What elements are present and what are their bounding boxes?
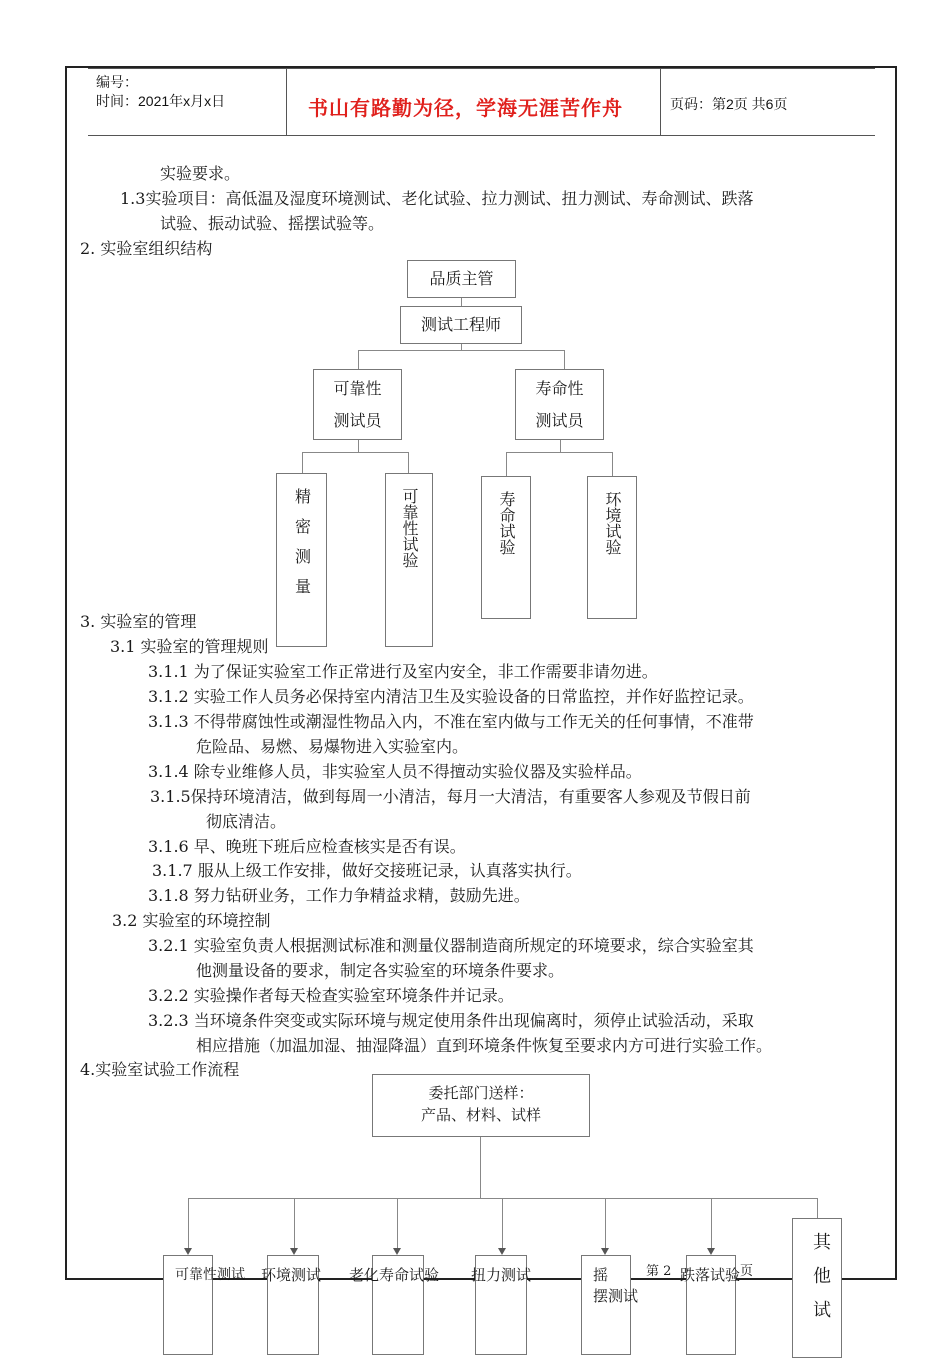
arrow-down-icon <box>290 1248 298 1255</box>
flow-sample-source-line2: 产品、材料、试样 <box>420 1107 541 1124</box>
section-2-heading: 2. 实验室组织结构 <box>80 239 213 258</box>
org-life-test-label: 寿命试验 <box>497 491 516 555</box>
arrow-down-icon <box>498 1248 506 1255</box>
org-test-engineer-label: 测试工程师 <box>420 315 501 334</box>
connector <box>408 452 409 473</box>
rule-3-2-1-line2: 他测量设备的要求，制定各实验室的环境条件要求。 <box>196 961 565 980</box>
flow-connector <box>480 1137 481 1198</box>
rule-3-1-5-line2: 彻底清洁。 <box>206 812 287 831</box>
footer-page-suffix: 页 <box>740 1264 754 1279</box>
flow-drop-test-label: 跌落试验 <box>680 1267 741 1284</box>
flow-reliability-test-label: 可靠性测试 <box>175 1267 245 1283</box>
connector <box>564 350 565 369</box>
header-divider-left <box>286 68 287 135</box>
connector <box>358 440 359 452</box>
header-motto: 书山有路勤为径，学海无涯苦作舟 <box>308 98 623 120</box>
rule-3-1-8: 3.1.8 努力钻研业务，工作力争精益求精，鼓励先进。 <box>148 886 530 905</box>
flow-sample-source <box>372 1074 590 1137</box>
rule-3-1-6: 3.1.6 早、晚班下班后应检查核实是否有误。 <box>148 837 466 856</box>
org-reliability-tester-line1: 可靠性 <box>333 378 382 398</box>
rule-3-1-2: 3.1.2 实验工作人员务必保持室内清洁卫生及实验设备的日常监控，并作好监控记录。 <box>148 687 754 706</box>
rule-3-2-1-line1: 3.2.1 实验室负责人根据测试标准和测量仪器制造商所规定的环境要求，综合实验室其 <box>148 936 754 955</box>
rule-3-2-3-line2: 相应措施（加温加湿、抽湿降温）直到环境条件恢复至要求内方可进行实验工作。 <box>196 1036 773 1055</box>
rule-3-1-3-line1: 3.1.3 不得带腐蚀性或潮湿性物品入内，不准在室内做与工作无关的任何事情，不准带 <box>148 712 754 731</box>
section-1-3-line1: 1.3实验项目：高低温及湿度环境测试、老化试验、拉力测试、扭力测试、寿命测试、跌落 <box>120 189 754 208</box>
section-3-2-heading: 3.2 实验室的环境控制 <box>112 911 271 930</box>
org-reliability-test <box>385 473 433 647</box>
rule-3-2-3-line1: 3.2.3 当环境条件突变或实际环境与规定使用条件出现偏离时，须停止试验活动，采取 <box>148 1011 754 1030</box>
rule-3-1-5-line1: 3.1.5保持环境清洁，做到每周一小清洁，每月一大清洁，有重要客人参观及节假日前 <box>150 787 751 806</box>
connector <box>560 440 561 452</box>
flow-environment-test-label: 环境测试 <box>261 1267 322 1284</box>
flow-connector <box>294 1198 295 1248</box>
header-date-label: 时间：2021年x月x日 <box>96 93 226 109</box>
footer-page-number: 第 2 <box>646 1264 672 1279</box>
header-number-label: 编号： <box>96 74 138 90</box>
header-divider-right <box>660 68 661 135</box>
flow-connector <box>188 1198 189 1248</box>
org-quality-supervisor-label: 品质主管 <box>429 269 494 288</box>
rule-3-1-4: 3.1.4 除专业维修人员，非实验室人员不得擅动实验仪器及实验样品。 <box>148 762 642 781</box>
arrow-down-icon <box>601 1248 609 1255</box>
arrow-down-icon <box>393 1248 401 1255</box>
header-page-label: 页码：第2页 共6页 <box>670 96 788 112</box>
org-reliability-tester <box>313 369 402 440</box>
rule-3-1-3-line2: 危险品、易燃、易爆物进入实验室内。 <box>196 737 469 756</box>
arrow-down-icon <box>184 1248 192 1255</box>
flow-other-tests-label: 其他试 <box>810 1232 831 1334</box>
flow-sample-source-line1: 委托部门送样： <box>428 1085 534 1102</box>
arrow-down-icon <box>707 1248 715 1255</box>
connector <box>302 452 303 473</box>
rule-3-1-1: 3.1.1 为了保证实验室工作正常进行及室内安全，非工作需要非请勿进。 <box>148 662 658 681</box>
flow-swing-test-label-1: 摇 <box>593 1267 609 1284</box>
flow-aging-life-test-label: 老化寿命试验 <box>349 1267 440 1284</box>
org-environment-test-label: 环境试验 <box>603 491 622 555</box>
org-reliability-test-label: 可靠性试验 <box>400 488 419 568</box>
rule-3-2-2: 3.2.2 实验操作者每天检查实验室环境条件并记录。 <box>148 986 514 1005</box>
connector <box>302 452 409 453</box>
flow-connector <box>605 1198 606 1248</box>
org-quality-supervisor <box>407 260 516 298</box>
connector <box>506 452 613 453</box>
section-4-heading: 4.实验室试验工作流程 <box>80 1060 240 1079</box>
connector <box>612 452 613 476</box>
section-1-3-line2: 试验、振动试验、摇摆试验等。 <box>160 214 385 233</box>
org-precision-measurement <box>276 473 327 647</box>
section-3-1-heading: 3.1 实验室的管理规则 <box>110 637 269 656</box>
org-environment-test <box>587 476 637 619</box>
flow-swing-test-label-2: 摆测试 <box>593 1288 639 1305</box>
flow-connector <box>502 1198 503 1248</box>
section-3-heading: 3. 实验室的管理 <box>80 612 197 631</box>
flow-connector <box>711 1198 712 1248</box>
org-life-tester-line1: 寿命性 <box>535 378 584 398</box>
header-bottom-rule <box>88 135 875 136</box>
rule-3-1-7: 3.1.7 服从上级工作安排，做好交接班记录，认真落实执行。 <box>152 861 582 880</box>
connector <box>358 350 565 351</box>
org-life-tester <box>515 369 604 440</box>
connector <box>358 350 359 369</box>
org-life-tester-line2: 测试员 <box>535 410 584 430</box>
connector <box>461 298 462 306</box>
flow-connector <box>817 1198 818 1218</box>
header-top-rule <box>88 68 875 69</box>
flow-connector <box>397 1198 398 1248</box>
org-test-engineer <box>400 306 522 344</box>
flow-torque-test-label: 扭力测试 <box>471 1267 532 1284</box>
org-reliability-tester-line2: 测试员 <box>333 410 382 430</box>
connector <box>506 452 507 476</box>
org-life-test <box>481 476 531 619</box>
org-precision-measurement-label: 精密测量 <box>292 488 312 608</box>
paragraph-requirement-end: 实验要求。 <box>160 164 241 183</box>
